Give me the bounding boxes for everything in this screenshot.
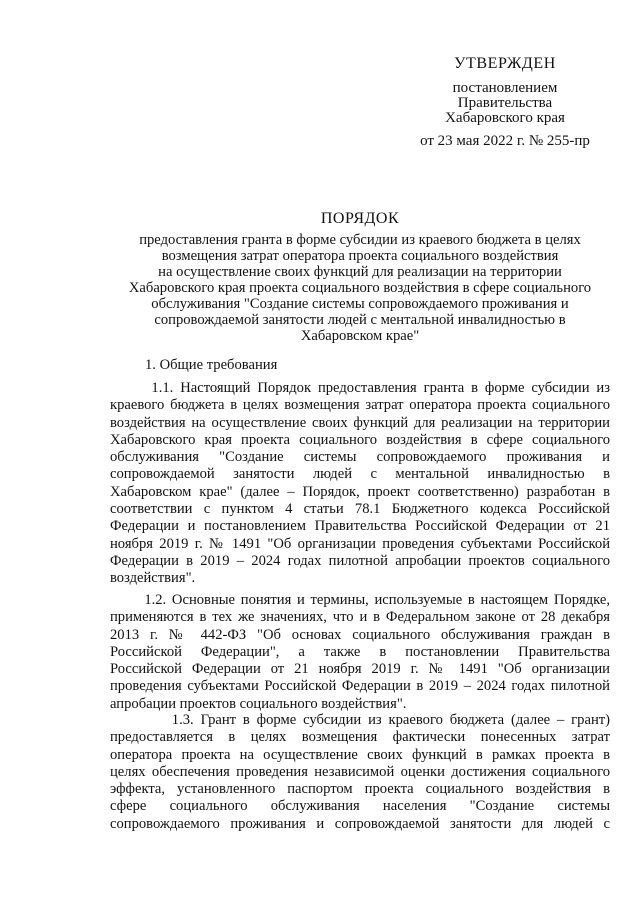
paragraph-line: апробации проектов социального воздействия". xyxy=(110,695,407,712)
paragraph-line: 1.2. Основные понятия и термины, используемые в настоящем Порядке, xyxy=(110,592,610,608)
document-subtitle xyxy=(96,232,624,344)
paragraph-line: ноября 2019 г. № 1491 "Об организации проведения субъектами Российской xyxy=(110,535,610,552)
paragraph-line: предоставляется в целях возмещения фактически понесенных затрат xyxy=(110,729,610,746)
approval-heading: УТВЕРЖДЕН xyxy=(454,55,556,72)
approval-date: от 23 мая 2022 г. № 255-пр xyxy=(420,133,590,149)
subtitle-line: обслуживания "Создание системы сопровождаемого проживания и xyxy=(151,296,569,312)
paragraph-line: сопровождаемого проживания и сопровождаемой занятости для людей с xyxy=(110,815,610,832)
paragraph-line: воздействия". xyxy=(110,570,196,587)
paragraph-line: проведения субъектами Российской Федерации в 2019 – 2024 годах пилотной xyxy=(110,678,610,695)
paragraph-line: краевого бюджета в целях возмещения затрат оператора проекта социального xyxy=(110,397,610,414)
paragraph-1-3 xyxy=(110,712,610,833)
paragraph-line: Хабаровского края проекта социального воздействия в сфере социального xyxy=(110,431,610,448)
subtitle-line: Хабаровском крае" xyxy=(300,328,420,344)
paragraph-line: 1.1. Настоящий Порядок предоставления гранта в форме субсидии из xyxy=(110,380,610,396)
paragraph-1-1 xyxy=(110,380,610,588)
paragraph-line: обслуживания "Создание системы сопровождаемого проживания и xyxy=(110,449,610,466)
paragraph-line: применяются в тех же значениях, что и в Федеральном законе от 28 декабря xyxy=(110,609,610,626)
approval-stamp xyxy=(400,56,610,149)
paragraph-line: Хабаровском крае" (далее – Порядок, проект соответственно) разработан в xyxy=(110,483,610,500)
paragraph-line: эффекта, установленного паспортом проекта социального воздействия в xyxy=(110,781,610,798)
approval-line: Хабаровского края xyxy=(445,110,565,126)
approval-line: Правительства xyxy=(457,95,553,111)
section-heading: 1. Общие требования xyxy=(145,357,278,373)
paragraph-line: Российской Федерации", а также в постановлении Правительства xyxy=(110,643,610,660)
subtitle-line: предоставления гранта в форме субсидии из краевого бюджета в целях xyxy=(139,232,581,248)
subtitle-line: на осуществление своих функций для реализации на территории xyxy=(158,264,562,280)
subtitle-line: Хабаровского края проекта социального воздействия в сфере социального xyxy=(128,280,592,296)
document-title: ПОРЯДОК xyxy=(320,210,400,227)
paragraph-line: оператора проекта на осуществление своих функций в рамках проекта в xyxy=(110,746,610,763)
paragraph-1-2 xyxy=(110,592,610,713)
paragraph-line: воздействия на осуществление своих функций для реализации на территории xyxy=(110,414,610,431)
paragraph-line: 2013 г. № 442-ФЗ "Об основах социального обслуживания граждан в xyxy=(110,626,610,643)
paragraph-line: 1.3. Грант в форме субсидии из краевого бюджета (далее – грант) xyxy=(110,712,610,728)
paragraph-line: сопровождаемой занятости людей с ментальной инвалидностью в xyxy=(110,466,610,483)
paragraph-line: сфере социального обслуживания населения "Создание системы xyxy=(110,798,610,815)
subtitle-line: сопровождаемой занятости людей с ментальной инвалидностью в xyxy=(154,312,566,328)
paragraph-line: Федерации в 2019 – 2024 годах пилотной апробации проектов социального xyxy=(110,552,610,569)
paragraph-line: соответствии с пунктом 4 статьи 78.1 Бюджетного кодекса Российской xyxy=(110,501,610,518)
approval-line: постановлением xyxy=(452,80,558,96)
paragraph-line: целях обеспечения проведения независимой оценки достижения социального xyxy=(110,763,610,780)
paragraph-line: Российской Федерации от 21 ноября 2019 г. № 1491 "Об организации xyxy=(110,661,610,678)
subtitle-line: возмещения затрат оператора проекта социального воздействия xyxy=(161,248,559,264)
paragraph-line: Федерации и постановлением Правительства Российской Федерации от 21 xyxy=(110,518,610,535)
